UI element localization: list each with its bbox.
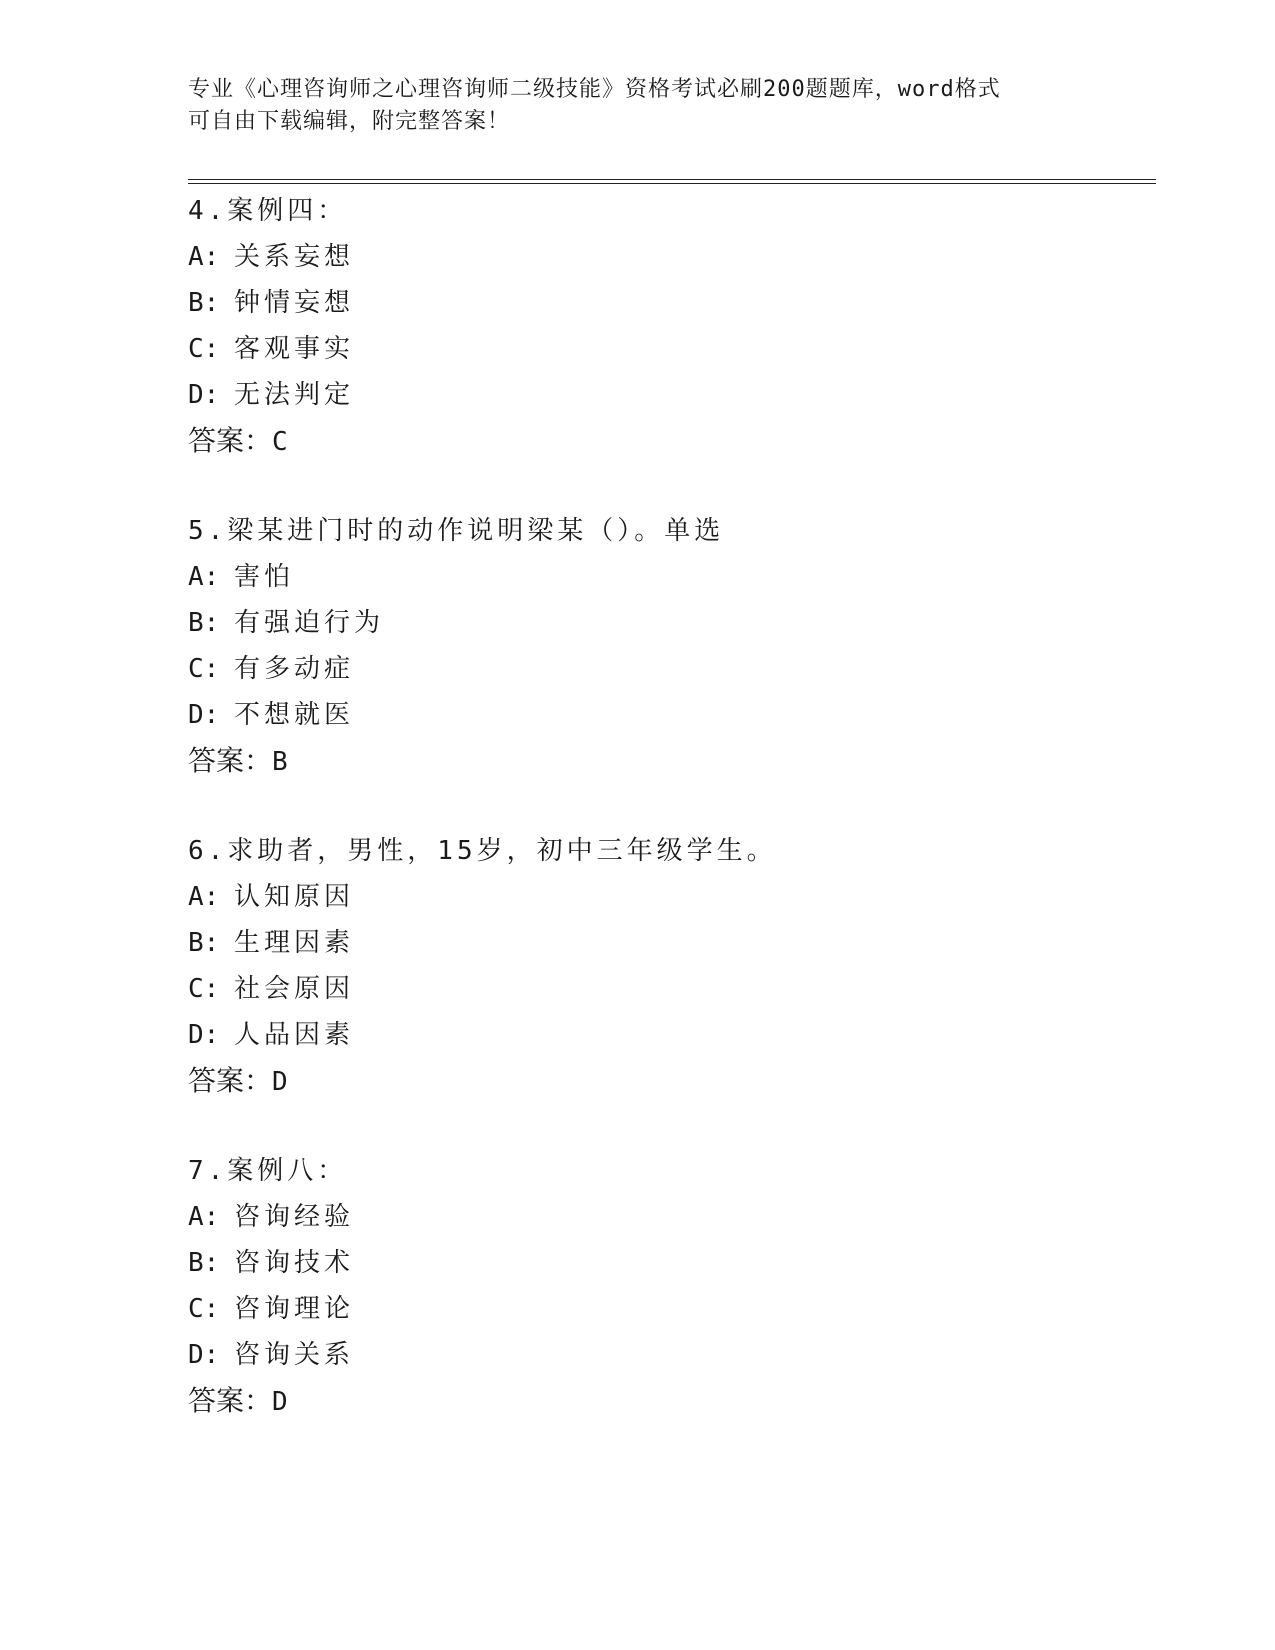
option-text: 有多动症 (234, 654, 355, 684)
option-b (188, 920, 1148, 966)
question-stem: 7.案例八： (188, 1156, 348, 1186)
option-c (188, 646, 1148, 692)
document-header (188, 74, 1088, 138)
option-d (188, 1332, 1148, 1378)
header-divider-bottom (188, 183, 1156, 184)
option-letter: B: (188, 928, 220, 958)
option-text: 咨询经验 (234, 1202, 355, 1232)
option-letter: A: (188, 1202, 220, 1232)
question-stem: 6.求助者，男性，15岁，初中三年级学生。 (188, 836, 777, 866)
question-5 (188, 508, 1148, 828)
header-title-line-2: 可自由下载编辑，附完整答案！ (188, 109, 511, 134)
question-6 (188, 828, 1148, 1148)
answer-value: D (272, 1067, 288, 1097)
option-letter: D: (188, 700, 220, 730)
option-text: 社会原因 (234, 974, 355, 1004)
option-text: 客观事实 (234, 334, 355, 364)
option-text: 咨询理论 (234, 1294, 355, 1324)
answer-value: B (272, 747, 288, 777)
option-b (188, 1240, 1148, 1286)
question-7 (188, 1148, 1148, 1468)
header-title-line-1: 专业《心理咨询师之心理咨询师二级技能》资格考试必刷200题题库，word格式 (188, 77, 1001, 102)
header-divider-top (188, 179, 1156, 180)
option-c (188, 326, 1148, 372)
answer-label: 答案： (188, 1384, 273, 1417)
option-letter: C: (188, 334, 220, 364)
option-text: 咨询技术 (234, 1248, 355, 1278)
answer-value: D (272, 1387, 288, 1417)
answer-label: 答案： (188, 744, 273, 777)
option-a (188, 234, 1148, 280)
option-text: 有强迫行为 (234, 608, 385, 638)
option-text: 认知原因 (234, 882, 355, 912)
option-a (188, 874, 1148, 920)
option-d (188, 692, 1148, 738)
option-d (188, 1012, 1148, 1058)
option-a (188, 554, 1148, 600)
option-letter: D: (188, 1340, 220, 1370)
option-a (188, 1194, 1148, 1240)
answer-value: C (272, 427, 288, 457)
option-d (188, 372, 1148, 418)
option-letter: A: (188, 562, 220, 592)
option-c (188, 966, 1148, 1012)
option-text: 咨询关系 (234, 1340, 355, 1370)
answer-line (188, 1058, 1148, 1104)
option-letter: A: (188, 882, 220, 912)
option-letter: C: (188, 974, 220, 1004)
question-list (188, 188, 1148, 1468)
option-letter: B: (188, 1248, 220, 1278)
option-letter: C: (188, 654, 220, 684)
option-letter: D: (188, 380, 220, 410)
option-text: 人品因素 (234, 1020, 355, 1050)
answer-line (188, 738, 1148, 784)
option-text: 不想就医 (234, 700, 355, 730)
answer-label: 答案： (188, 1064, 273, 1097)
option-letter: D: (188, 1020, 220, 1050)
option-letter: B: (188, 608, 220, 638)
question-stem: 4.案例四： (188, 196, 348, 226)
option-text: 害怕 (234, 562, 295, 592)
option-text: 关系妄想 (234, 242, 355, 272)
answer-line (188, 418, 1148, 464)
question-4 (188, 188, 1148, 508)
option-text: 钟情妄想 (234, 288, 355, 318)
option-text: 无法判定 (234, 380, 355, 410)
answer-line (188, 1378, 1148, 1424)
option-text: 生理因素 (234, 928, 355, 958)
answer-label: 答案： (188, 424, 273, 457)
option-letter: A: (188, 242, 220, 272)
option-b (188, 600, 1148, 646)
question-stem: 5.梁某进门时的动作说明梁某（）。单选 (188, 516, 725, 546)
option-c (188, 1286, 1148, 1332)
option-letter: B: (188, 288, 220, 318)
option-b (188, 280, 1148, 326)
option-letter: C: (188, 1294, 220, 1324)
